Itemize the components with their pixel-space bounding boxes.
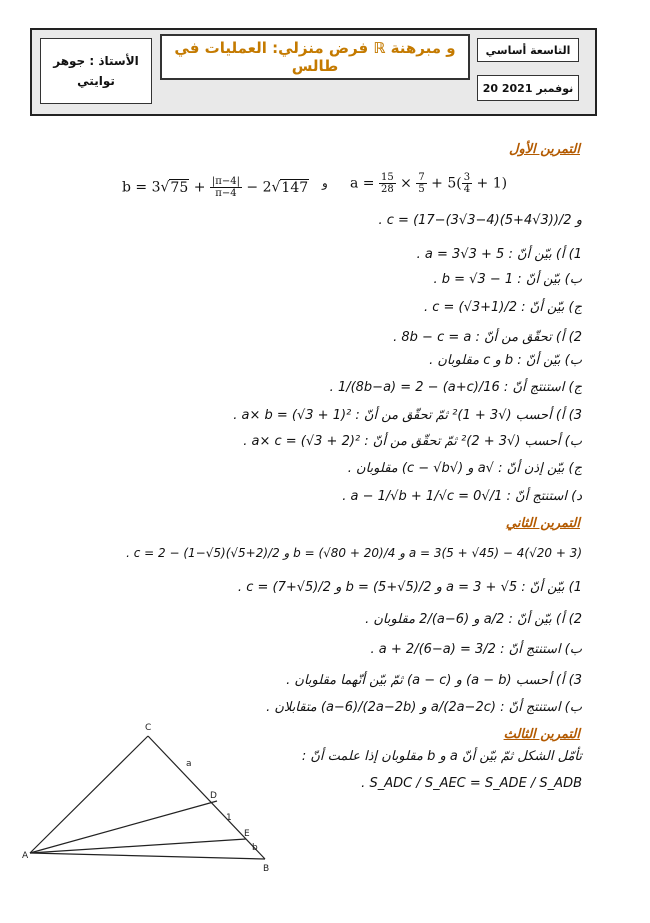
point-B: B	[263, 864, 270, 874]
ex1-def-b: b = 3√75 + $\frac{|\pi-4|}{\pi-4}$ − 2√147	[122, 176, 309, 199]
segment-AE	[30, 839, 246, 853]
ex2-q2a: 2) أ) بيّن أنّ : a/2 و (6−a)/2 مقلوبان .	[365, 612, 582, 627]
segment-AB	[30, 853, 265, 859]
ex1-and: و	[322, 176, 328, 190]
ex1-q1b: ب) بيّن أنّ : b = √3 − 1 .	[433, 272, 582, 287]
ex1-q3a: 3) أ) أحسب (√3 + 1)² ثمّ تحقّق من أنّ : a× b = (√3 + 1)² .	[233, 408, 582, 423]
ex1-q3c: ج) بيّن إذن أنّ : √a و (√c − √b) مقلوبان .	[347, 461, 582, 476]
ex2-q2b: ب) استنتج أنّ : 2/a + 2/(6−a) = 3 .	[370, 642, 582, 657]
ex3-formula: S_ADC / S_AEC = S_ADE / S_ADB .	[361, 776, 582, 791]
teacher-label: الأستاذ : جوهر	[53, 54, 139, 68]
teacher-name: توايتي	[77, 74, 115, 88]
date-label: 20 نوفمبر 2021	[477, 75, 579, 101]
ex1-q2c: ج) استنتج أنّ : 16/(a+c) − 1/(8b−a) = 2 .	[329, 380, 582, 395]
exercise-1-title: التمرين الأول	[509, 142, 580, 157]
ex3-question: تأمّل الشكل ثمّ بيّن أنّ a و b مقلوبان إذا علمت أنّ :	[301, 749, 582, 764]
ex1-q1a: 1) أ) بيّن أنّ : a = 3√3 + 5 .	[416, 247, 582, 262]
exercise-3-title: التمرين الثالث	[503, 727, 580, 742]
ex1-q3d: د) استنتج أنّ : 1/√a − 1/√b + 1/√c = 0 .	[342, 489, 582, 504]
ex2-q3b: ب) استنتج أنّ : a/(2a−2c) و (2a−2b)/(a−6) متقابلان .	[266, 700, 582, 715]
label-b: b	[252, 843, 258, 853]
grade-label: التاسعة أساسي	[477, 38, 579, 62]
ex1-q2b: ب) بيّن أنّ : b و c مقلوبان .	[429, 353, 582, 368]
point-E: E	[244, 829, 250, 839]
ex1-q1c: ج) بيّن أنّ : c = (√3+1)/2 .	[423, 300, 582, 315]
triangle-figure	[20, 718, 300, 878]
ex1-q2a: 2) أ) تحقّق من أنّ : 8b − c = a .	[393, 330, 582, 345]
segment-AD	[30, 801, 217, 853]
teacher-box	[40, 38, 152, 104]
segment-AC	[30, 736, 148, 853]
ex2-q3a: 3) أ) أحسب (a − b) و (a − c) ثمّ بيّن أنّهما مقلوبان .	[286, 673, 582, 688]
label-1: 1	[226, 813, 232, 823]
ex1-q3b: ب) أحسب (√3 + 2)² ثمّ تحقّق من أنّ : a× c = (√3 + 2)² .	[243, 434, 582, 449]
ex1-def-a: a = $\frac{15}{28}$ × $\frac{7}{5}$ + 5( $\frac{3}{4}$ + 1)	[350, 172, 508, 195]
ex1-def-c: و c = (17−(3√3−4)(5+4√3))/2 .	[378, 213, 582, 228]
point-A: A	[22, 851, 29, 861]
label-a: a	[186, 759, 192, 769]
point-D: D	[210, 791, 217, 801]
segment-CB	[148, 736, 265, 859]
exercise-2-title: التمرين الثاني	[505, 516, 580, 531]
page-title: فرض منزلي: العمليات في ℝ و مبرهنة طالس	[160, 34, 470, 80]
ex2-def: a = 3(5 + √45) − 4(√20 + 3) و b = (√80 + 20)/4 و c = 2 − (1−√5)(√5+2)/2 .	[126, 546, 582, 560]
point-C: C	[145, 723, 152, 733]
ex2-q1: 1) بيّن أنّ : a = 3 + √5 و b = (5+√5)/2 و c = (7+√5)/2 .	[237, 580, 582, 595]
